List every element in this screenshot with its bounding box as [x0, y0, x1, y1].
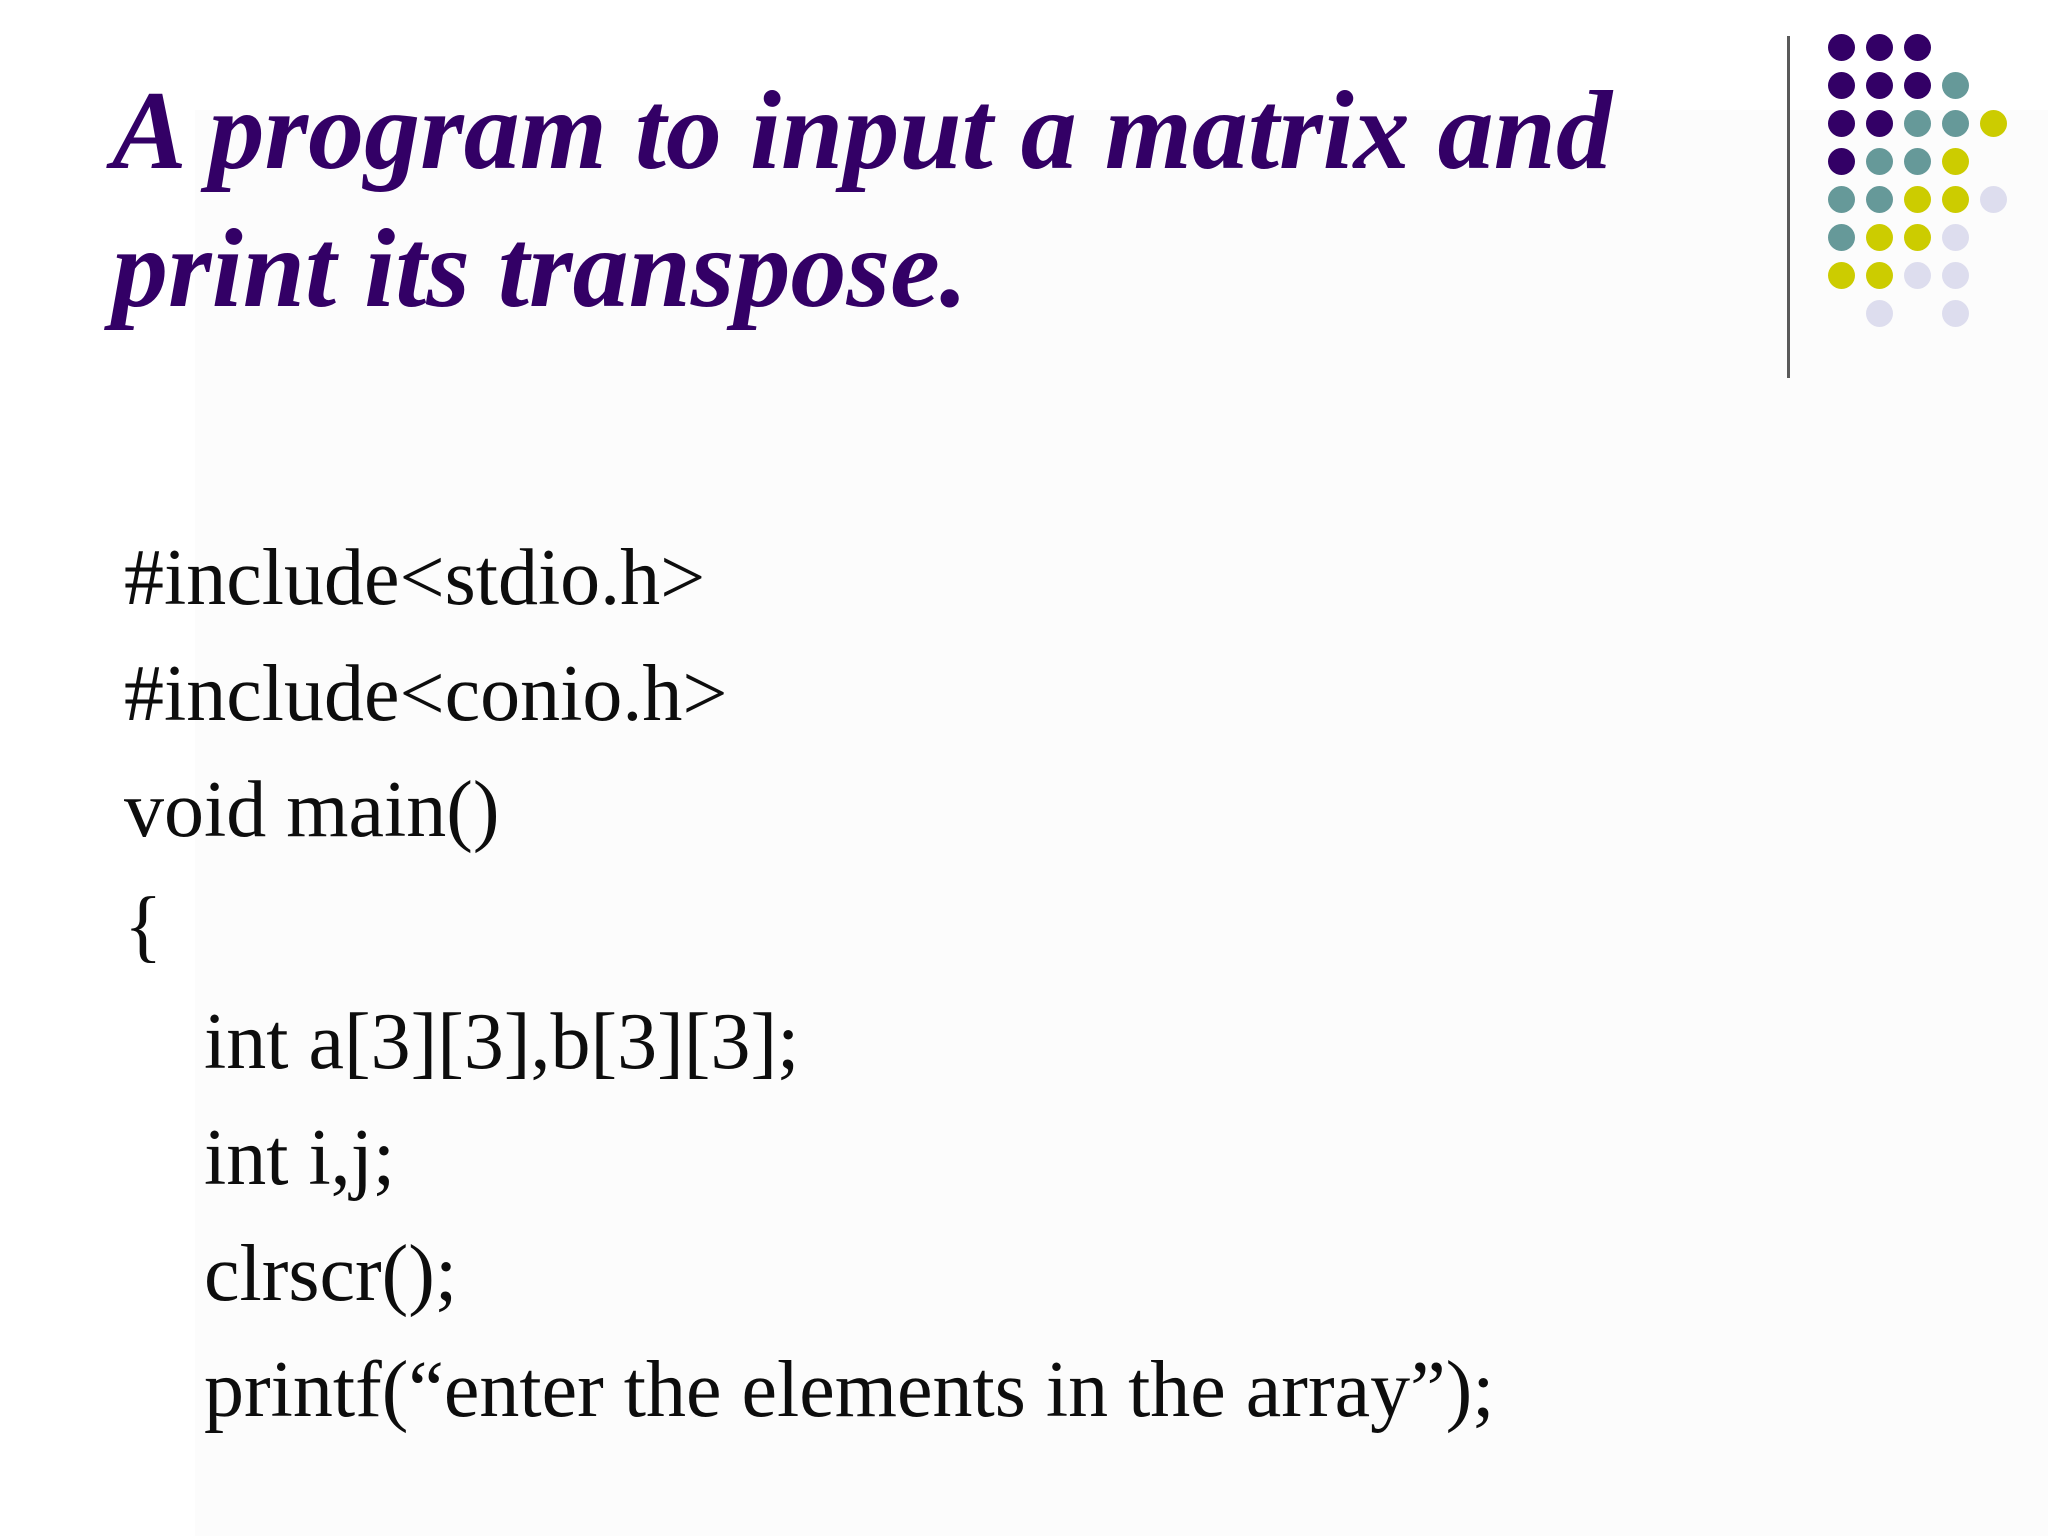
- code-line-include-conio: #include<conio.h>: [124, 650, 728, 738]
- dot-teal: [1942, 110, 1969, 137]
- dot-yellow: [1942, 148, 1969, 175]
- dot-yellow: [1980, 110, 2007, 137]
- dot-purple: [1866, 34, 1893, 61]
- slide-title: [112, 62, 1752, 338]
- code-line-index-declaration: int i,j;: [204, 1114, 396, 1202]
- vertical-divider: [1787, 36, 1790, 378]
- dot-lavender: [1942, 224, 1969, 251]
- dot-yellow: [1942, 186, 1969, 213]
- dot-lavender: [1904, 262, 1931, 289]
- code-block: [124, 520, 1824, 1448]
- dot-purple: [1828, 110, 1855, 137]
- dot-teal: [1866, 186, 1893, 213]
- dot-purple: [1828, 72, 1855, 99]
- dot-teal: [1904, 148, 1931, 175]
- dot-yellow: [1904, 186, 1931, 213]
- code-line-include-stdio: #include<stdio.h>: [124, 534, 706, 622]
- code-line-main-signature: void main(): [124, 766, 500, 854]
- dot-purple: [1866, 72, 1893, 99]
- code-line-clrscr: clrscr();: [204, 1230, 458, 1318]
- dot-lavender: [1942, 300, 1969, 327]
- dot-purple: [1904, 72, 1931, 99]
- code-line-array-declaration: int a[3][3],b[3][3];: [204, 998, 800, 1086]
- decorative-dot-grid: [1828, 34, 2022, 334]
- dot-teal: [1942, 72, 1969, 99]
- code-line-printf: printf(“enter the elements in the array”);: [204, 1346, 1495, 1434]
- dot-purple: [1866, 110, 1893, 137]
- dot-teal: [1828, 224, 1855, 251]
- dot-yellow: [1904, 224, 1931, 251]
- dot-lavender: [1980, 186, 2007, 213]
- dot-purple: [1904, 34, 1931, 61]
- dot-teal: [1828, 186, 1855, 213]
- dot-teal: [1904, 110, 1931, 137]
- dot-yellow: [1828, 262, 1855, 289]
- dot-purple: [1828, 148, 1855, 175]
- dot-teal: [1866, 148, 1893, 175]
- dot-lavender: [1866, 300, 1893, 327]
- slide-title-line-2: print its transpose.: [112, 207, 968, 331]
- dot-purple: [1828, 34, 1855, 61]
- dot-yellow: [1866, 224, 1893, 251]
- dot-lavender: [1942, 262, 1969, 289]
- slide-title-line-1: A program to input a matrix and: [112, 69, 1612, 193]
- dot-yellow: [1866, 262, 1893, 289]
- code-line-open-brace: {: [124, 882, 163, 970]
